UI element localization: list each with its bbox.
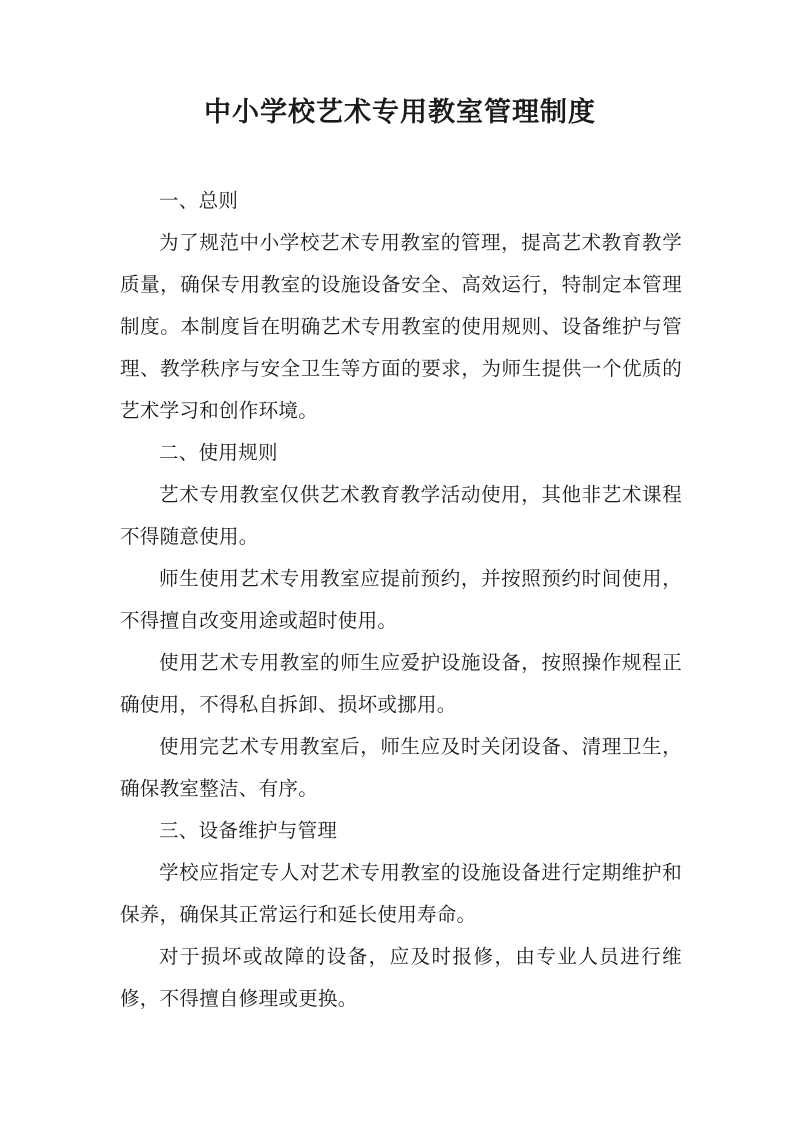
section-heading-general: 一、总则 [159,189,239,212]
paragraph: 对于损坏或故障的设备，应及时报修，由专业人员进行维修，不得擅自修理或更换。 [120,945,682,1010]
paragraph: 使用完艺术专用教室后，师生应及时关闭设备、清理卫生，确保教室整洁、有序。 [120,735,682,800]
section-heading-equipment-maintenance: 三、设备维护与管理 [159,819,338,842]
paragraph: 师生使用艺术专用教室应提前预约，并按照预约时间使用，不得擅自改变用途或超时使用。 [120,567,682,632]
paragraph: 为了规范中小学校艺术专用教室的管理，提高艺术教育教学质量，确保专用教室的设施设备安全、高效运行，特制定本管理制度。本制度旨在明确艺术专用教室的使用规则、设备维护与管理、教学秩序与安全卫生等方面的要求，为师生提供一个优质的艺术学习和创作环境。 [120,231,682,422]
paragraph: 学校应指定专人对艺术专用教室的设施设备进行定期维护和保养，确保其正常运行和延长使用寿命。 [120,861,682,926]
document-title: 中小学校艺术专用教室管理制度 [204,97,596,128]
document-body [120,180,682,1020]
paragraph: 使用艺术专用教室的师生应爱护设施设备，按照操作规程正确使用，不得私自拆卸、损坏或挪用。 [120,651,682,716]
paragraph: 艺术专用教室仅供艺术教育教学活动使用，其他非艺术课程不得随意使用。 [120,483,682,548]
section-heading-usage-rules: 二、使用规则 [159,441,278,464]
